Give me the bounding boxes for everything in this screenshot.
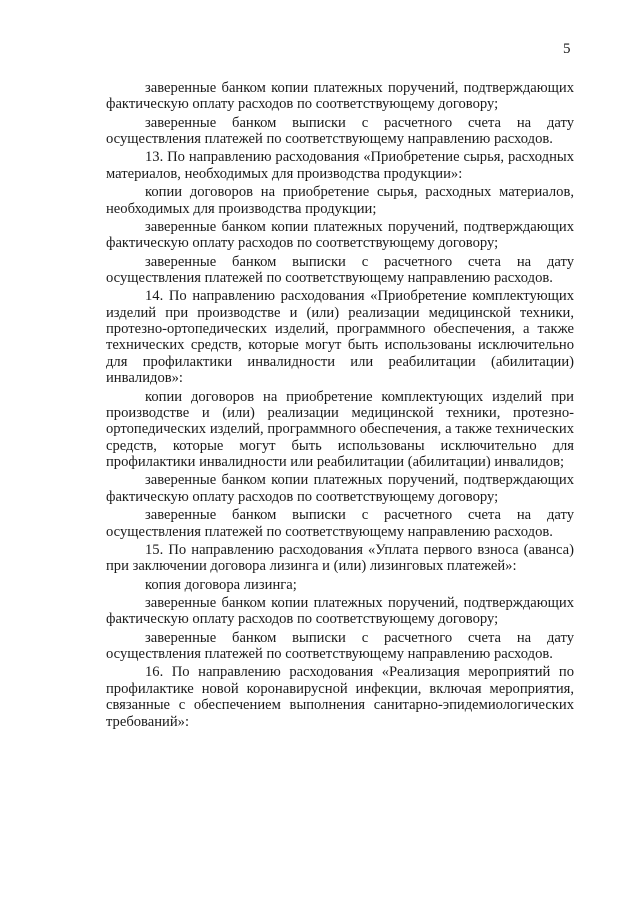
paragraph: заверенные банком копии платежных поручений, подтверждающих фактическую оплату расходов по соответствующему договору; — [106, 594, 574, 628]
paragraph: заверенные банком копии платежных поручений, подтверждающих фактическую оплату расходов по соответствующему договору; — [106, 80, 574, 113]
document-body — [106, 80, 574, 732]
paragraph: 15. По направлению расходования «Уплата первого взноса (аванса) при заключении договора лизинга и (или) лизинговых платежей»: — [106, 541, 574, 575]
paragraph: 16. По направлению расходования «Реализация мероприятий по профилактике новой коронавирусной инфекции, включая мероприятия, связанные с обеспечением выполнения санитарно-эпидемиологических требований»: — [106, 664, 574, 730]
paragraph: копии договоров на приобретение комплектующих изделий при производстве и (или) реализации медицинской техники, протезно-ортопедических изделий, программного обеспечения, а также технических средств, которые могут быть использованы исключительно для профилактики инвалидности или реабилитации (абилитации) инвалидов; — [106, 388, 574, 471]
paragraph: копии договоров на приобретение сырья, расходных материалов, необходимых для производства продукции; — [106, 184, 574, 217]
paragraph: заверенные банком выписки с расчетного счета на дату осуществления платежей по соответствующему направлению расходов. — [106, 253, 574, 286]
paragraph: заверенные банком копии платежных поручений, подтверждающих фактическую оплату расходов по соответствующему договору; — [106, 218, 574, 252]
paragraph: заверенные банком выписки с расчетного счета на дату осуществления платежей по соответствующему направлению расходов. — [106, 629, 574, 662]
paragraph: заверенные банком выписки с расчетного счета на дату осуществления платежей по соответствующему направлению расходов. — [106, 507, 574, 540]
paragraph: 13. По направлению расходования «Приобретение сырья, расходных материалов, необходимых для производства продукции»: — [106, 149, 574, 182]
paragraph: заверенные банком копии платежных поручений, подтверждающих фактическую оплату расходов по соответствующему договору; — [106, 472, 574, 505]
paragraph: копия договора лизинга; — [145, 576, 297, 593]
paragraph: 14. По направлению расходования «Приобретение комплектующих изделий при производстве и (или) реализации медицинской техники, протезно-ортопедических изделий, программного обеспечения, а также технических средств, которые могут быть использованы исключительно для профилактики инвалидности или реабилитации (абилитации) инвалидов»: — [106, 288, 574, 387]
page-number: 5 — [563, 41, 571, 57]
paragraph: заверенные банком выписки с расчетного счета на дату осуществления платежей по соответствующему направлению расходов. — [106, 114, 574, 148]
